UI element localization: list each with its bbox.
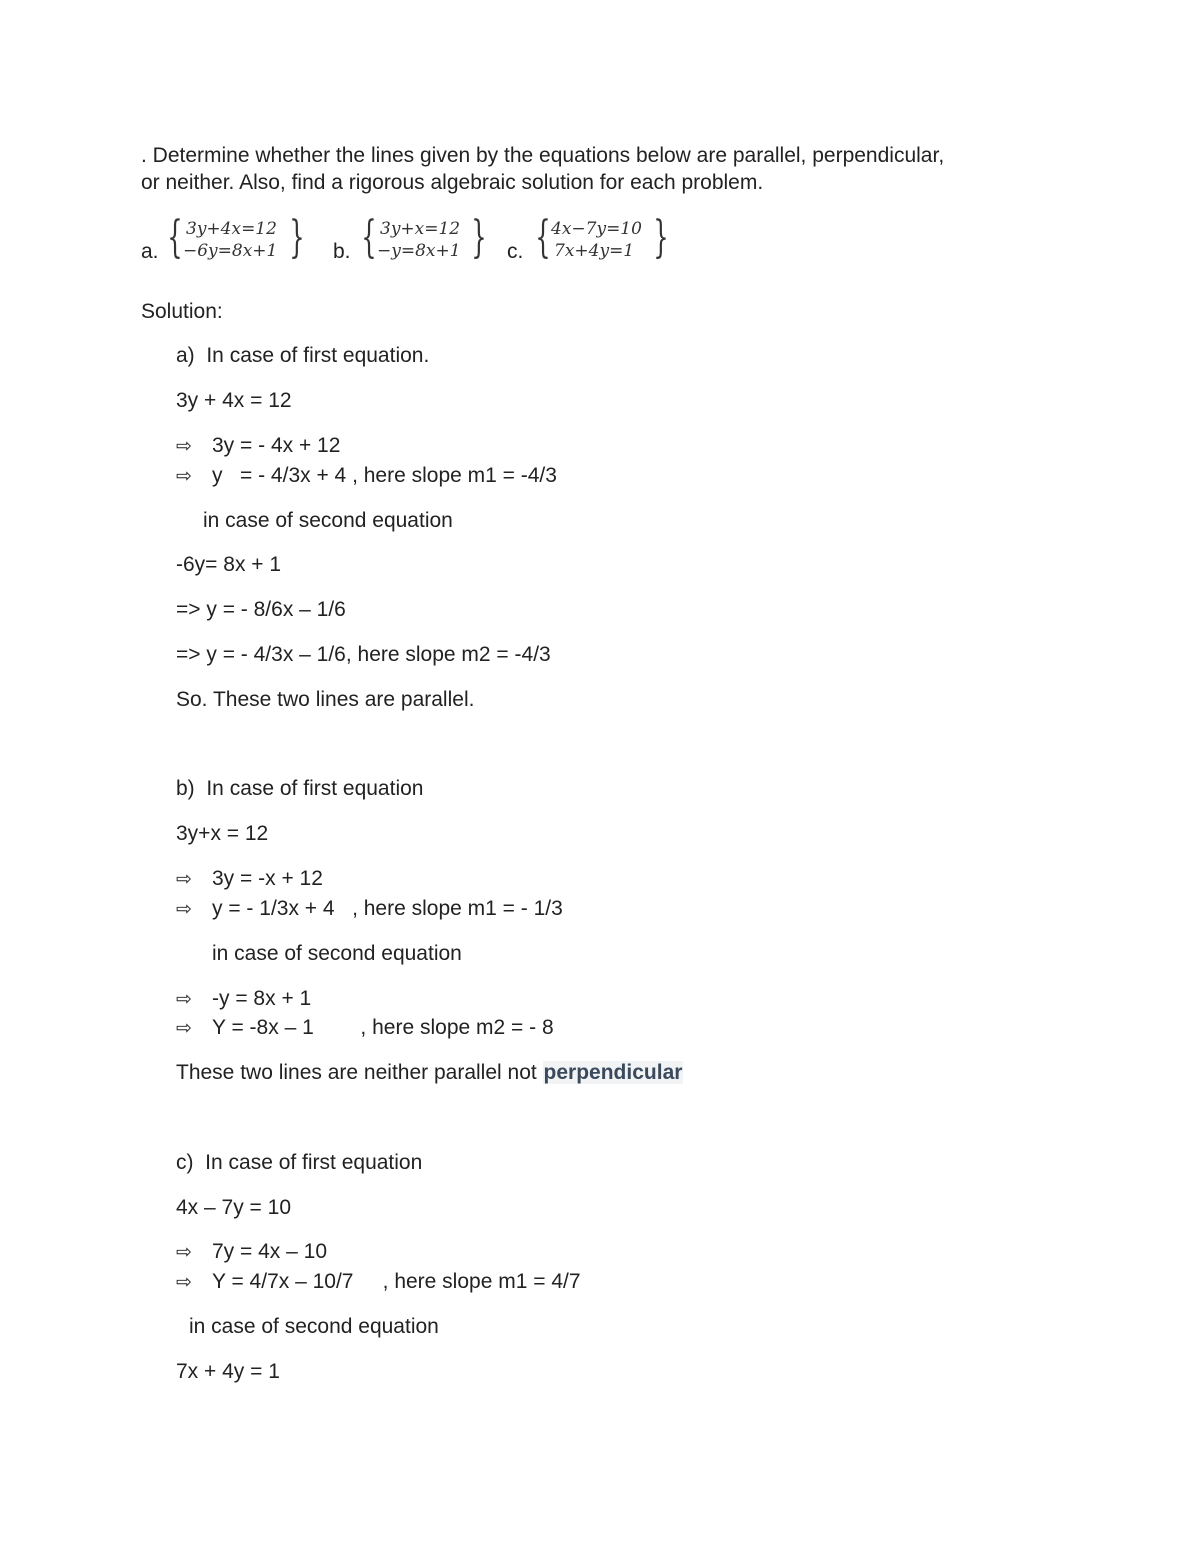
system-a-eq2: −6y=8x+1 xyxy=(183,241,278,261)
part-a-conclusion: So. These two lines are parallel. xyxy=(176,688,475,711)
arrow-icon: ⇨ xyxy=(176,1242,192,1263)
part-c-heading: c) In case of first equation xyxy=(176,1151,423,1174)
system-b-equations xyxy=(377,218,461,262)
system-b-label: b. xyxy=(333,240,351,263)
arrow-icon: ⇨ xyxy=(176,466,192,487)
problem-statement-line-1: . Determine whether the lines given by the equations below are parallel, perpendicular, xyxy=(141,144,945,167)
part-b-step-3: ⇨ -y = 8x + 1 xyxy=(176,986,311,1013)
arrow-icon: ⇨ xyxy=(176,436,192,457)
part-a-second-heading: in case of second equation xyxy=(203,509,453,532)
system-b-eq2: −y=8x+1 xyxy=(377,241,461,261)
system-c xyxy=(507,212,677,264)
part-a-step-4: => y = - 4/3x – 1/6, here slope m2 = -4/3 xyxy=(176,643,551,666)
part-b-step-2: ⇨ y = - 1/3x + 4 , here slope m1 = - 1/3 xyxy=(176,896,563,923)
part-a-heading: a) In case of first equation. xyxy=(176,344,430,367)
part-a-equation: 3y + 4x = 12 xyxy=(176,389,292,412)
part-c-step-1: ⇨ 7y = 4x – 10 xyxy=(176,1239,327,1266)
part-b-second-heading: in case of second equation xyxy=(212,942,462,965)
part-b-step-1: ⇨ 3y = -x + 12 xyxy=(176,866,323,893)
part-c-step-2: ⇨ Y = 4/7x – 10/7 , here slope m1 = 4/7 xyxy=(176,1269,581,1296)
arrow-icon: ⇨ xyxy=(176,899,192,920)
part-b-conclusion: These two lines are neither parallel not perpendicular xyxy=(176,1061,683,1084)
system-c-equations xyxy=(551,218,642,262)
system-c-eq1: 4x−7y=10 xyxy=(551,219,642,239)
arrow-icon: ⇨ xyxy=(176,1018,192,1039)
solution-heading: Solution: xyxy=(141,300,223,323)
part-a-second-equation: -6y= 8x + 1 xyxy=(176,553,282,576)
left-brace: { xyxy=(535,212,551,263)
arrow-icon: ⇨ xyxy=(176,1272,192,1293)
right-brace: } xyxy=(471,212,487,263)
arrow-icon: ⇨ xyxy=(176,869,192,890)
left-brace: { xyxy=(167,212,183,263)
part-a-step-3: => y = - 8/6x – 1/6 xyxy=(176,598,346,621)
part-a-step-2: ⇨ y = - 4/3x + 4 , here slope m1 = -4/3 xyxy=(176,463,557,490)
part-c-equation: 4x – 7y = 10 xyxy=(176,1196,291,1219)
system-b xyxy=(333,212,493,264)
left-brace: { xyxy=(361,212,377,263)
system-b-eq1: 3y+x=12 xyxy=(380,219,461,239)
system-a-label: a. xyxy=(141,240,159,263)
system-c-label: c. xyxy=(507,240,524,263)
part-b-step-4: ⇨ Y = -8x – 1 , here slope m2 = - 8 xyxy=(176,1015,554,1042)
right-brace: } xyxy=(289,212,305,263)
system-c-eq2: 7x+4y=1 xyxy=(554,241,635,261)
part-b-heading: b) In case of first equation xyxy=(176,777,424,800)
system-a xyxy=(141,212,311,264)
system-a-eq1: 3y+4x=12 xyxy=(186,219,277,239)
right-brace: } xyxy=(653,212,669,263)
problem-statement-line-2: or neither. Also, find a rigorous algebraic solution for each problem. xyxy=(141,171,764,194)
highlighted-term: perpendicular xyxy=(543,1061,683,1084)
part-b-equation: 3y+x = 12 xyxy=(176,822,269,845)
part-c-second-heading: in case of second equation xyxy=(189,1315,439,1338)
part-a-step-1: ⇨ 3y = - 4x + 12 xyxy=(176,433,340,460)
arrow-icon: ⇨ xyxy=(176,989,192,1010)
system-a-equations xyxy=(183,218,277,262)
part-c-second-equation: 7x + 4y = 1 xyxy=(176,1360,280,1383)
